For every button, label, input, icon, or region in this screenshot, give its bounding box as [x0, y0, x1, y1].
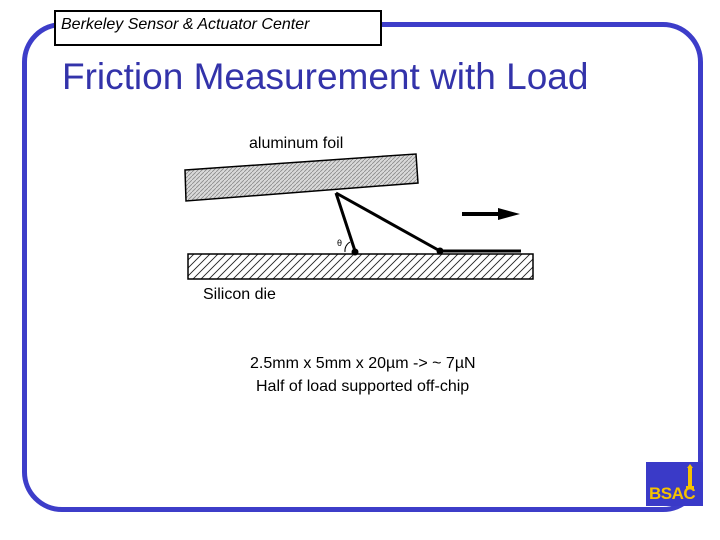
support-note: Half of load supported off-chip — [256, 378, 470, 395]
contact-point-left — [352, 249, 359, 256]
contact-point-right — [437, 248, 444, 255]
foil-label: aluminum foil — [249, 135, 344, 152]
angle-label: θ — [337, 238, 343, 248]
aluminum-foil — [185, 154, 418, 201]
logo-text: BSAC — [649, 484, 696, 503]
load-note: 2.5mm x 5mm x 20µm -> ~ 7µN — [250, 355, 476, 372]
slide-title: Friction Measurement with Load — [62, 56, 589, 97]
angle-arc — [345, 242, 350, 252]
silicon-label: Silicon die — [203, 286, 276, 303]
org-name: Berkeley Sensor & Actuator Center — [61, 16, 310, 33]
silicon-die — [188, 254, 533, 279]
force-arrow-head — [498, 208, 520, 220]
bsac-logo — [646, 462, 703, 506]
